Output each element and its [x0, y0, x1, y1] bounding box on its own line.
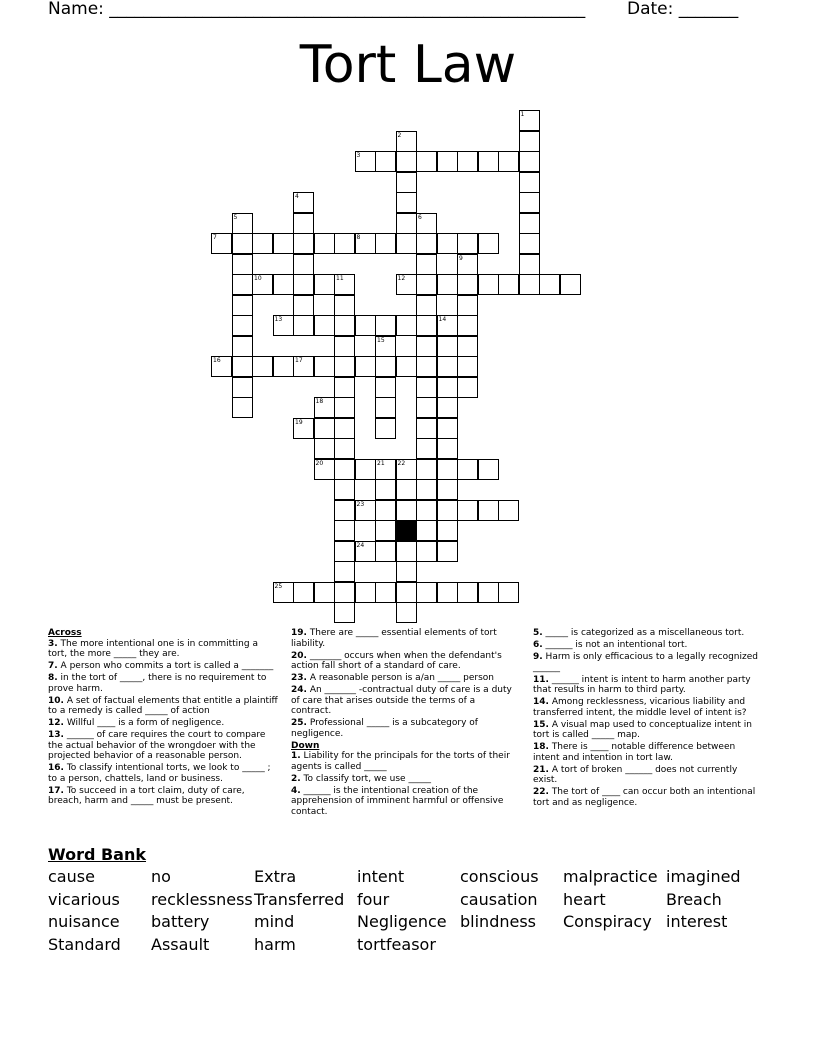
- grid-cell[interactable]: [334, 233, 355, 254]
- grid-cell[interactable]: [355, 356, 376, 377]
- grid-cell[interactable]: [416, 397, 437, 418]
- grid-cell[interactable]: [293, 582, 314, 603]
- clue-text: A visual map used to conceptualize intent in tort is called _____ map.: [533, 719, 752, 740]
- clue-text: The tort of ____ can occur both an intentional tort and as negligence.: [533, 787, 756, 808]
- grid-cell[interactable]: [416, 254, 437, 275]
- clue-text: Liability for the principals for the torts of their agents is called _____: [291, 751, 510, 772]
- name-line[interactable]: Name: ________________________________________________________: [48, 0, 586, 19]
- grid-cell[interactable]: [478, 500, 499, 521]
- clue: [291, 786, 517, 818]
- clue: [291, 628, 517, 649]
- clue-number-label: 7.: [48, 661, 58, 671]
- grid-cell[interactable]: [375, 500, 396, 521]
- word-bank-title: Word Bank: [48, 845, 147, 864]
- across-clue-list-continued: [291, 628, 517, 739]
- grid-cell[interactable]: [232, 377, 253, 398]
- grid-cell[interactable]: [519, 192, 540, 213]
- grid-cell[interactable]: [252, 356, 273, 377]
- grid-cell[interactable]: [396, 541, 417, 562]
- clue: [291, 651, 517, 672]
- clue-number: 4: [295, 193, 299, 200]
- grid-cell[interactable]: [334, 520, 355, 541]
- clue-text: There is ____ notable difference between intent and intention in tort law.: [533, 742, 736, 763]
- down-clue-list-continued: [533, 628, 763, 808]
- word-bank-item: no: [151, 867, 171, 886]
- clue-number-label: 20.: [291, 650, 307, 661]
- clue-number-label: 19.: [291, 628, 307, 638]
- across-clue-list: [48, 639, 278, 807]
- grid-cell[interactable]: [416, 582, 437, 603]
- grid-cell[interactable]: [232, 274, 253, 295]
- grid-cell[interactable]: [437, 541, 458, 562]
- word-bank-item: imagined: [666, 867, 741, 886]
- grid-cell[interactable]: [293, 213, 314, 234]
- grid-cell[interactable]: [437, 356, 458, 377]
- grid-cell[interactable]: [416, 151, 437, 172]
- clue: [533, 787, 763, 808]
- grid-cell[interactable]: [437, 233, 458, 254]
- grid-cell[interactable]: [334, 377, 355, 398]
- clue-text: Among recklessness, vicarious liability and transferred intent, the middle level of intent is?: [533, 697, 747, 718]
- clue-number: 18: [315, 398, 324, 405]
- word-bank-item: heart: [563, 889, 606, 909]
- clue: [533, 640, 763, 651]
- clue-number: 13: [274, 316, 283, 323]
- clue: [48, 673, 278, 694]
- grid-cell[interactable]: [437, 582, 458, 603]
- clue-text: ______ intent is intent to harm another party that results in harm to third party.: [533, 674, 751, 695]
- grid-cell[interactable]: [437, 438, 458, 459]
- word-bank-item: Breach: [666, 889, 722, 909]
- clue-number: 11: [336, 275, 344, 282]
- date-line[interactable]: Date: _______: [627, 0, 739, 19]
- grid-cell[interactable]: [232, 356, 253, 377]
- clue-number-label: 16.: [48, 763, 64, 773]
- grid-cell[interactable]: [293, 274, 314, 295]
- word-bank-item: Transferred: [254, 889, 345, 909]
- clue-number-label: 25.: [291, 718, 307, 728]
- grid-cell[interactable]: [478, 233, 499, 254]
- grid-cell[interactable]: [437, 520, 458, 541]
- clue-text: ______ is the intentional creation of the apprehension of imminent harmful or offensive contact.: [291, 785, 504, 817]
- grid-cell[interactable]: [314, 233, 335, 254]
- clue-text: A set of factual elements that entitle a plaintiff to a remedy is called _____ of action: [48, 695, 278, 716]
- grid-cell[interactable]: [375, 479, 396, 500]
- grid-cell[interactable]: [334, 479, 355, 500]
- clue-number-label: 10.: [48, 695, 64, 706]
- grid-cell[interactable]: [334, 336, 355, 357]
- word-bank-item: battery: [151, 912, 210, 931]
- clue-number-label: 22.: [533, 787, 549, 797]
- grid-cell[interactable]: [314, 582, 335, 603]
- clue-number: 7: [213, 234, 217, 241]
- clue-number-label: 17.: [48, 785, 64, 796]
- grid-cell[interactable]: [355, 459, 376, 480]
- clue-text: The more intentional one is in committing a tort, the more _____ they are.: [48, 638, 258, 659]
- grid-cell[interactable]: [457, 274, 478, 295]
- grid-cell[interactable]: [478, 582, 499, 603]
- clue-number: 21: [377, 459, 385, 467]
- grid-cell[interactable]: [314, 315, 335, 336]
- grid-cell[interactable]: [334, 500, 355, 521]
- word-bank-item: conscious: [460, 867, 539, 886]
- clue: [533, 697, 763, 718]
- grid-cell[interactable]: [457, 500, 478, 521]
- word-bank-item: intent: [357, 867, 405, 886]
- grid-cell[interactable]: [375, 582, 396, 603]
- clue-text: An _______ -contractual duty of care is a duty of care that arises outside the terms of a contract.: [291, 685, 512, 716]
- grid-cell[interactable]: [334, 602, 355, 623]
- grid-cell[interactable]: [519, 131, 540, 152]
- grid-cell[interactable]: [416, 295, 437, 316]
- grid-cell[interactable]: [293, 254, 314, 275]
- clue-text: There are _____ essential elements of tort liability.: [291, 628, 497, 649]
- word-bank-item: harm: [254, 934, 296, 954]
- grid-cell[interactable]: [437, 377, 458, 398]
- grid-cell[interactable]: [293, 295, 314, 316]
- grid-cell[interactable]: [375, 520, 396, 541]
- grid-cell[interactable]: [457, 315, 478, 336]
- clue: [48, 786, 278, 807]
- grid-cell[interactable]: [273, 356, 294, 377]
- grid-cell[interactable]: [375, 541, 396, 562]
- grid-cell[interactable]: [478, 151, 499, 172]
- grid-cell[interactable]: [416, 541, 437, 562]
- grid-cell[interactable]: [437, 459, 458, 480]
- clue-number-label: 3.: [48, 638, 58, 649]
- grid-cell[interactable]: [498, 274, 519, 295]
- clue-number: 5: [233, 213, 238, 221]
- clue-number: 1: [520, 111, 525, 118]
- clue-number: 25: [274, 582, 283, 590]
- black-square: [396, 520, 417, 541]
- word-bank-item: cause: [48, 867, 95, 886]
- grid-cell[interactable]: [396, 356, 417, 377]
- grid-cell[interactable]: [416, 479, 437, 500]
- grid-cell[interactable]: [437, 336, 458, 357]
- clue-text: Harm is only efficacious to a legally recognized ______: [533, 652, 758, 673]
- grid-cell[interactable]: [375, 356, 396, 377]
- clue-number: 17: [295, 357, 303, 364]
- grid-cell[interactable]: [375, 233, 396, 254]
- clue-number: 10: [254, 275, 262, 282]
- clue-text: Professional _____ is a subcategory of negligence.: [291, 718, 478, 739]
- word-bank-item: mind: [254, 912, 295, 931]
- grid-cell[interactable]: [416, 459, 437, 480]
- word-bank-item: tortfeasor: [357, 934, 436, 954]
- grid-cell[interactable]: [519, 172, 540, 193]
- grid-cell[interactable]: [232, 295, 253, 316]
- clue-text: A reasonable person is a/an _____ person: [306, 673, 495, 683]
- clue-number-label: 9.: [533, 652, 543, 662]
- grid-cell[interactable]: [273, 274, 294, 295]
- clue-number-label: 15.: [533, 719, 549, 730]
- clues-column-3: [533, 628, 763, 810]
- grid-cell[interactable]: [498, 582, 519, 603]
- grid-cell[interactable]: [416, 336, 437, 357]
- clue-number-label: 4.: [291, 785, 301, 796]
- clue: [48, 696, 278, 717]
- grid-cell[interactable]: [437, 418, 458, 439]
- clue-number: 3: [356, 152, 361, 159]
- word-bank-item: four: [357, 889, 390, 909]
- clue-number-label: 14.: [533, 697, 549, 707]
- clue-number-label: 6.: [533, 640, 543, 650]
- grid-cell[interactable]: [232, 233, 253, 254]
- word-bank-item: malpractice: [563, 867, 658, 886]
- clue: [48, 661, 278, 672]
- clue-number-label: 8.: [48, 673, 58, 683]
- clue: [533, 742, 763, 763]
- clue: [291, 685, 517, 717]
- clue-number-label: 5.: [533, 628, 543, 638]
- clue-number: 23: [356, 500, 365, 508]
- grid-cell[interactable]: [334, 397, 355, 418]
- grid-cell[interactable]: [498, 500, 519, 521]
- clue-number: 20: [315, 459, 324, 467]
- grid-cell[interactable]: [416, 356, 437, 377]
- clue-number: 15: [377, 336, 385, 344]
- grid-cell[interactable]: [375, 418, 396, 439]
- clue-number-label: 18.: [533, 742, 549, 752]
- word-bank-item: Standard: [48, 934, 121, 954]
- grid-cell[interactable]: [416, 520, 437, 541]
- grid-cell[interactable]: [457, 582, 478, 603]
- grid-cell[interactable]: [457, 336, 478, 357]
- grid-cell[interactable]: [334, 418, 355, 439]
- word-bank-item: Extra: [254, 867, 297, 886]
- clue-number: 19: [295, 418, 303, 426]
- grid-cell[interactable]: [396, 582, 417, 603]
- word-bank-item: Negligence: [357, 912, 447, 931]
- grid-cell[interactable]: [314, 418, 335, 439]
- down-clue-list: [291, 751, 517, 817]
- clue-text: _______ occurs when when the defendant's action fall short of a standard of care.: [291, 650, 502, 671]
- clue-text: A person who commits a tort is called a _______: [57, 661, 274, 671]
- grid-cell[interactable]: [457, 151, 478, 172]
- grid-cell[interactable]: [560, 274, 581, 295]
- clue: [291, 673, 517, 684]
- word-bank-item: interest: [666, 912, 728, 931]
- grid-cell[interactable]: [232, 315, 253, 336]
- grid-cell[interactable]: [396, 233, 417, 254]
- grid-cell[interactable]: [314, 438, 335, 459]
- grid-cell[interactable]: [355, 315, 376, 336]
- clue-number-label: 2.: [291, 773, 301, 784]
- clue-number: 6: [418, 213, 422, 221]
- grid-cell[interactable]: [396, 192, 417, 213]
- clue-text: ______ is not an intentional tort.: [542, 640, 688, 650]
- clue-number: 22: [397, 459, 406, 467]
- grid-cell[interactable]: [416, 233, 437, 254]
- grid-cell[interactable]: [396, 561, 417, 582]
- grid-cell[interactable]: [498, 151, 519, 172]
- clue: [533, 720, 763, 741]
- grid-cell[interactable]: [314, 356, 335, 377]
- grid-cell[interactable]: [334, 459, 355, 480]
- clue-text: ______ of care requires the court to compare the actual behavior of the wrongdoer with the projected behavior of a reasonable person.: [48, 730, 266, 761]
- grid-cell[interactable]: [375, 315, 396, 336]
- clue: [533, 652, 763, 673]
- grid-cell[interactable]: [416, 274, 437, 295]
- grid-cell[interactable]: [437, 479, 458, 500]
- grid-cell[interactable]: [457, 377, 478, 398]
- grid-cell[interactable]: [232, 336, 253, 357]
- clue-text: To classify intentional torts, we look to _____ ; to a person, chattels, land or business.: [48, 763, 271, 784]
- grid-cell[interactable]: [375, 151, 396, 172]
- grid-cell[interactable]: [457, 233, 478, 254]
- clue: [48, 718, 278, 729]
- grid-cell[interactable]: [252, 233, 273, 254]
- down-heading: Down: [291, 740, 320, 751]
- clue: [48, 730, 278, 762]
- grid-cell[interactable]: [519, 233, 540, 254]
- grid-cell[interactable]: [437, 500, 458, 521]
- clue-number-label: 21.: [533, 764, 549, 775]
- grid-cell[interactable]: [355, 582, 376, 603]
- grid-cell[interactable]: [334, 315, 355, 336]
- clue-number: 14: [438, 316, 447, 323]
- grid-cell[interactable]: [519, 151, 540, 172]
- grid-cell[interactable]: [375, 397, 396, 418]
- clue-number-label: 1.: [291, 751, 301, 761]
- clue: [291, 718, 517, 739]
- grid-cell[interactable]: [232, 397, 253, 418]
- across-heading: Across: [48, 628, 82, 638]
- clue: [533, 628, 763, 639]
- grid-cell[interactable]: [273, 233, 294, 254]
- grid-cell[interactable]: [334, 295, 355, 316]
- grid-cell[interactable]: [334, 541, 355, 562]
- clue-text: A tort of broken ______ does not currently exist.: [533, 764, 738, 785]
- clue: [48, 763, 278, 784]
- clue-text: in the tort of _____, there is no requirement to prove harm.: [48, 673, 267, 694]
- grid-cell[interactable]: [519, 274, 540, 295]
- grid-cell[interactable]: [416, 418, 437, 439]
- grid-cell[interactable]: [232, 254, 253, 275]
- grid-cell[interactable]: [314, 274, 335, 295]
- grid-cell[interactable]: [457, 356, 478, 377]
- clue-text: To classify tort, we use _____: [300, 773, 431, 784]
- word-bank-item: nuisance: [48, 912, 120, 931]
- word-bank-item: recklessness: [151, 889, 253, 909]
- grid-cell[interactable]: [416, 377, 437, 398]
- grid-cell[interactable]: [396, 213, 417, 234]
- clue-number-label: 12.: [48, 718, 64, 728]
- grid-cell[interactable]: [396, 151, 417, 172]
- grid-cell[interactable]: [478, 274, 499, 295]
- grid-cell[interactable]: [293, 315, 314, 336]
- grid-cell[interactable]: [396, 172, 417, 193]
- grid-cell[interactable]: [396, 479, 417, 500]
- word-bank-item: Assault: [151, 934, 210, 954]
- grid-cell[interactable]: [396, 500, 417, 521]
- clues-column-1: [48, 628, 278, 808]
- page-title: Tort Law: [299, 35, 517, 95]
- clue-text: Willful ____ is a form of negligence.: [63, 718, 225, 728]
- word-bank-item: blindness: [460, 912, 536, 931]
- clue-text: _____ is categorized as a miscellaneous tort.: [542, 628, 745, 638]
- grid-cell[interactable]: [293, 233, 314, 254]
- clue: [533, 675, 763, 696]
- clue-number: 16: [213, 357, 221, 364]
- clue: [48, 639, 278, 660]
- clues-column-2: [291, 628, 517, 819]
- clue-number-label: 24.: [291, 685, 307, 695]
- grid-cell[interactable]: [519, 254, 540, 275]
- clue-number: 9: [459, 254, 463, 262]
- grid-cell[interactable]: [416, 438, 437, 459]
- grid-cell[interactable]: [416, 315, 437, 336]
- grid-cell[interactable]: [334, 582, 355, 603]
- clue: [291, 774, 517, 785]
- grid-cell[interactable]: [334, 561, 355, 582]
- grid-cell[interactable]: [478, 459, 499, 480]
- grid-cell[interactable]: [334, 356, 355, 377]
- grid-cell[interactable]: [334, 438, 355, 459]
- grid-cell[interactable]: [437, 274, 458, 295]
- grid-cell[interactable]: [375, 377, 396, 398]
- clue-number-label: 23.: [291, 673, 307, 683]
- word-bank-item: causation: [460, 889, 538, 909]
- grid-cell[interactable]: [437, 397, 458, 418]
- grid-cell[interactable]: [539, 274, 560, 295]
- grid-cell[interactable]: [457, 295, 478, 316]
- grid-cell[interactable]: [457, 459, 478, 480]
- clue-number: 8: [356, 234, 361, 241]
- grid-cell[interactable]: [396, 602, 417, 623]
- clue: [533, 765, 763, 786]
- grid-cell[interactable]: [519, 213, 540, 234]
- clue-text: To succeed in a tort claim, duty of care, breach, harm and _____ must be present.: [48, 785, 245, 806]
- word-bank-item: Conspiracy: [563, 912, 652, 931]
- grid-cell[interactable]: [416, 500, 437, 521]
- grid-cell[interactable]: [396, 315, 417, 336]
- clue-number: 2: [397, 131, 402, 139]
- clue-number-label: 13.: [48, 730, 64, 740]
- clue: [291, 751, 517, 772]
- clue-number: 24: [356, 541, 365, 549]
- word-bank-item: vicarious: [48, 889, 120, 909]
- clue-number: 12: [397, 275, 406, 282]
- grid-cell[interactable]: [437, 151, 458, 172]
- clue-number-label: 11.: [533, 674, 549, 685]
